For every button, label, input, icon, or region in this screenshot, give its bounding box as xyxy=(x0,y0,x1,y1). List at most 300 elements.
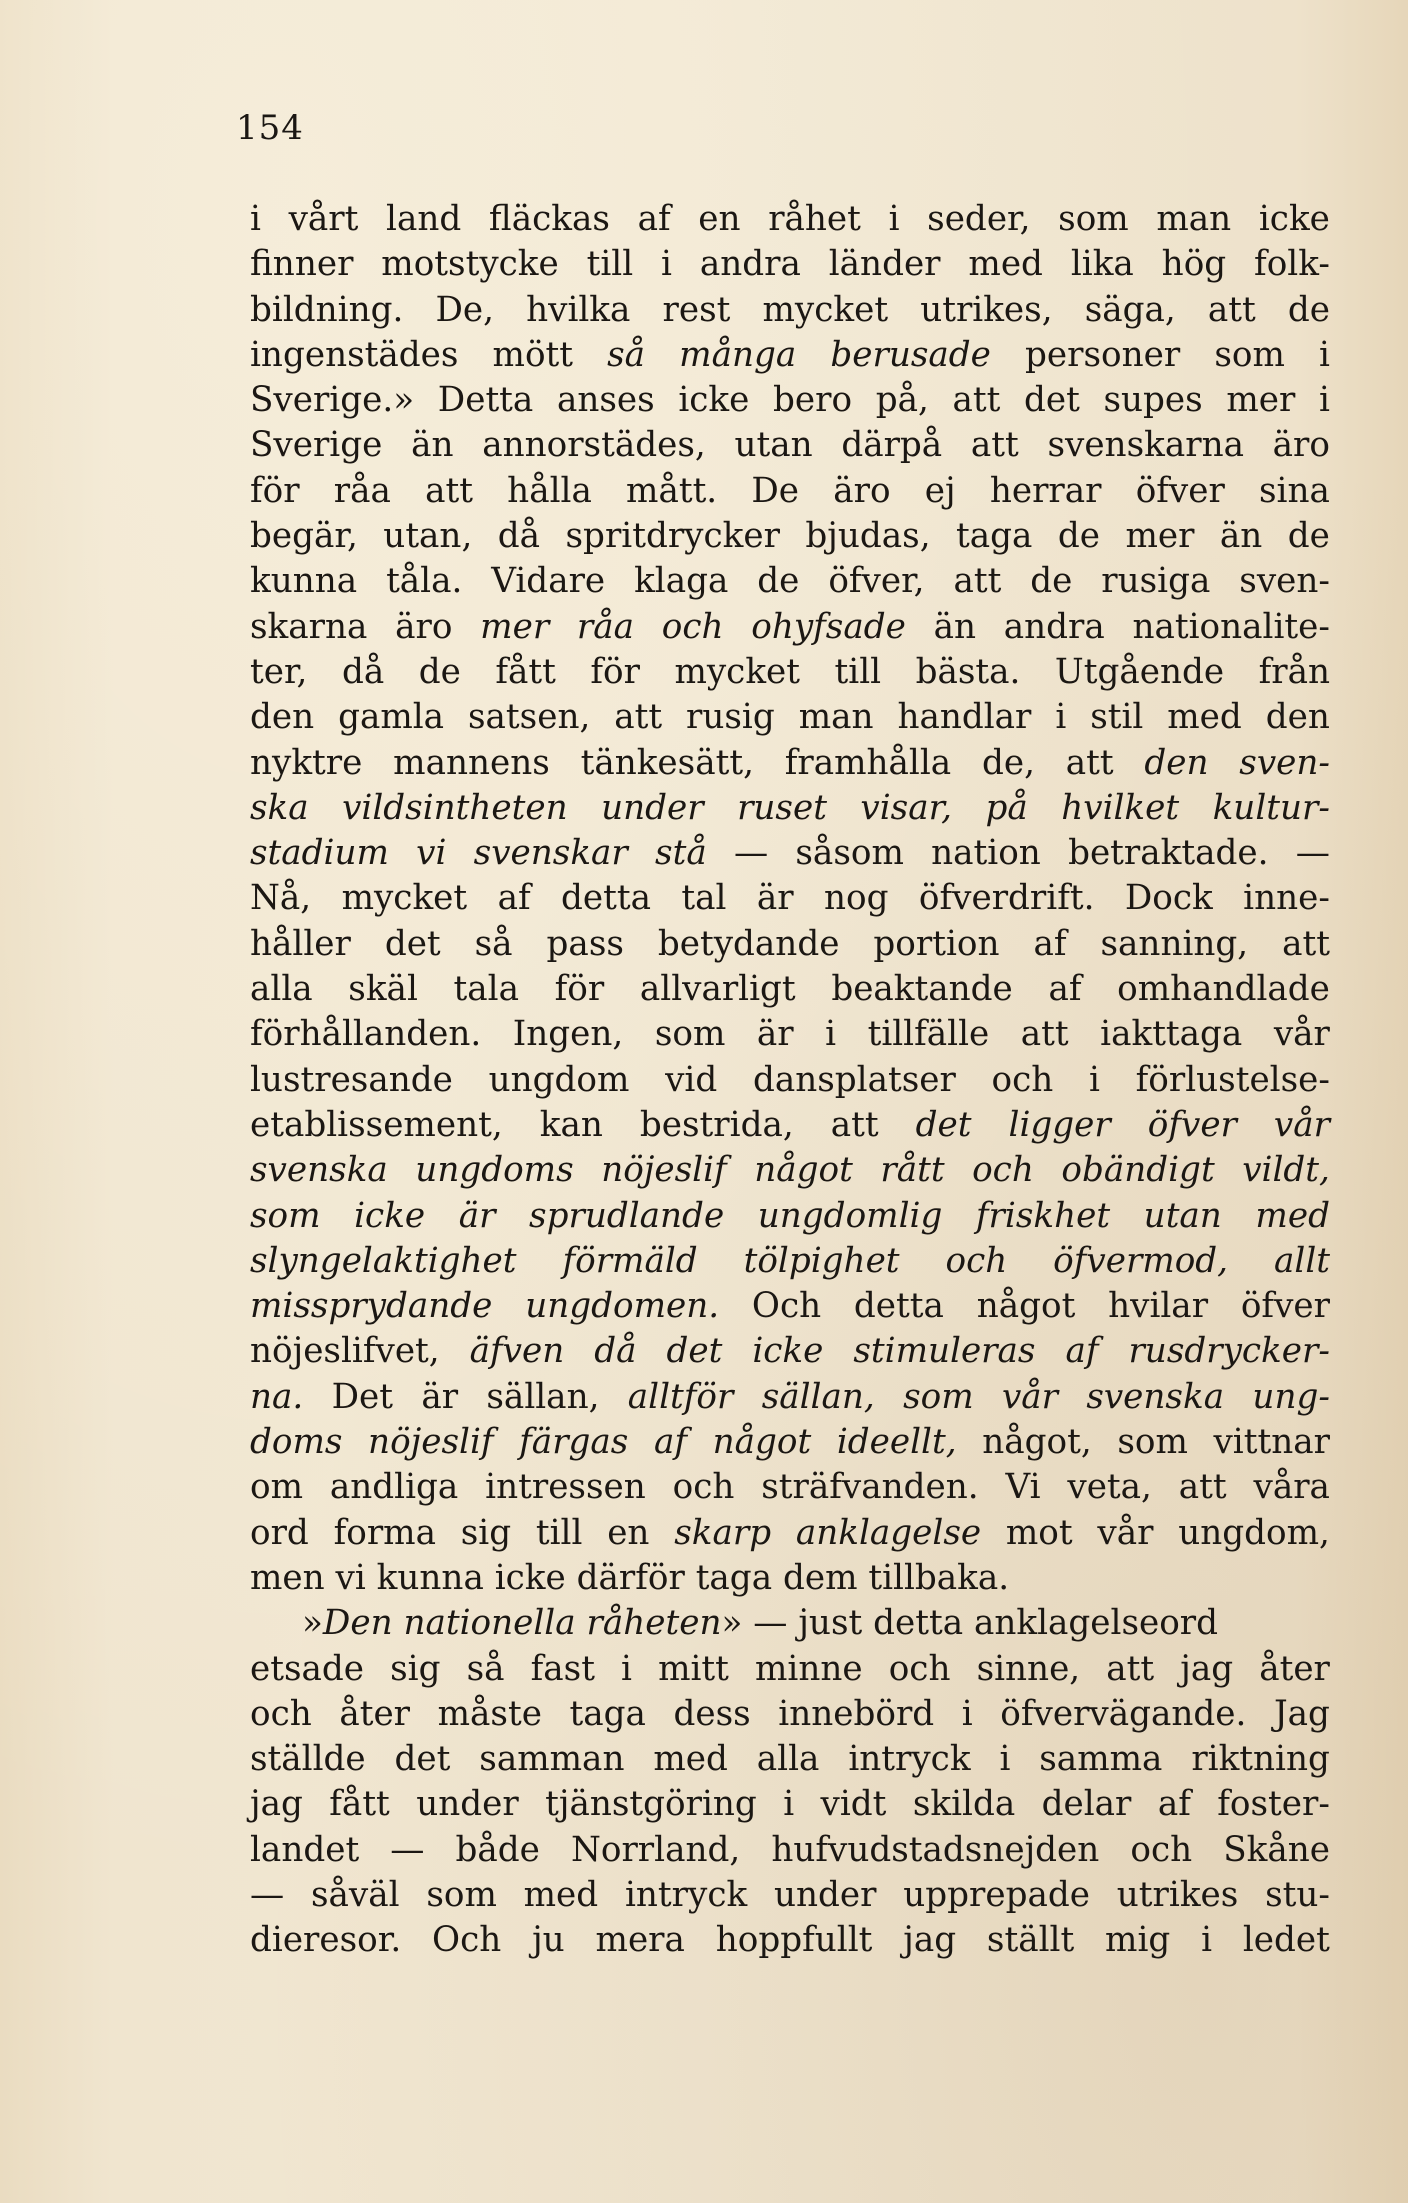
text: sträfvanden. xyxy=(761,1467,979,1508)
word xyxy=(342,876,468,921)
text: taga xyxy=(569,1693,646,1734)
word xyxy=(426,1873,497,1918)
word xyxy=(952,378,1000,423)
word xyxy=(1220,514,1262,559)
text: pass xyxy=(546,923,624,964)
word xyxy=(1156,197,1231,242)
word xyxy=(250,1058,453,1103)
word xyxy=(713,1420,812,1465)
text: i xyxy=(1055,697,1067,738)
word xyxy=(778,1692,934,1737)
text-line xyxy=(250,1284,1330,1329)
text: utrikes, xyxy=(920,289,1053,330)
word xyxy=(524,1873,599,1918)
word xyxy=(577,605,634,650)
word xyxy=(992,1058,1054,1103)
word xyxy=(607,333,645,378)
text-line xyxy=(250,1058,1330,1103)
word xyxy=(486,1375,599,1420)
text: ungdom, xyxy=(1178,1512,1330,1553)
text: äro xyxy=(1272,425,1330,466)
word xyxy=(250,876,311,921)
word xyxy=(757,876,794,921)
word xyxy=(250,242,353,287)
italic-text: vildsintheten xyxy=(342,787,568,828)
text: Det xyxy=(331,1376,393,1417)
text: folk- xyxy=(1254,244,1330,285)
word xyxy=(1108,1284,1208,1329)
word xyxy=(673,1465,735,1510)
text: något xyxy=(976,1286,1076,1327)
word xyxy=(696,1556,783,1601)
word xyxy=(1021,1012,1069,1057)
word xyxy=(489,197,610,242)
word xyxy=(625,1873,747,1918)
word xyxy=(250,695,314,740)
text: De xyxy=(751,470,800,511)
word xyxy=(393,741,550,786)
word xyxy=(1125,514,1194,559)
word xyxy=(638,197,671,242)
text-line xyxy=(250,288,1330,333)
text: Och xyxy=(432,1920,502,1961)
text: hufvudstadsnejden xyxy=(771,1829,1100,1870)
text: att xyxy=(1207,289,1256,330)
word xyxy=(971,423,1019,468)
text: dem xyxy=(782,1557,858,1598)
text: andra xyxy=(1003,606,1105,647)
word xyxy=(734,423,812,468)
text: att xyxy=(1020,1014,1069,1055)
word xyxy=(716,1918,873,1963)
word xyxy=(953,559,1001,604)
text: för xyxy=(590,651,640,692)
text: vårt xyxy=(288,199,359,239)
word xyxy=(557,378,655,423)
word xyxy=(829,242,941,287)
text: nationalite- xyxy=(1132,606,1330,647)
word xyxy=(289,197,359,242)
text: De, xyxy=(435,289,494,330)
text: bero xyxy=(773,380,853,421)
word xyxy=(250,1375,303,1420)
word xyxy=(848,1737,970,1782)
word xyxy=(339,1692,410,1737)
text: bjudas, xyxy=(805,516,931,557)
word xyxy=(1265,1873,1330,1918)
word xyxy=(755,1647,863,1692)
text: som xyxy=(654,1014,726,1055)
italic-text: det xyxy=(915,1104,972,1145)
text: att xyxy=(1282,923,1330,964)
text: mycket xyxy=(674,651,801,692)
word xyxy=(454,967,519,1012)
text: förhållanden. xyxy=(250,1014,482,1055)
text: intryck xyxy=(624,1874,748,1915)
word xyxy=(1144,741,1208,786)
text: beaktande xyxy=(831,969,1013,1010)
text: tillbaka. xyxy=(868,1557,1010,1598)
text: som xyxy=(1058,199,1129,239)
text: — xyxy=(390,1829,425,1870)
word xyxy=(1239,559,1330,604)
page-number: 154 xyxy=(236,108,304,148)
italic-text: visar, xyxy=(860,787,953,828)
word xyxy=(982,1420,1091,1465)
italic-text: färgas xyxy=(519,1422,629,1463)
word xyxy=(566,514,780,559)
text: öfvervägande. xyxy=(1000,1693,1247,1734)
word xyxy=(555,967,605,1012)
text: och xyxy=(250,1693,312,1734)
word xyxy=(763,288,889,333)
word xyxy=(835,650,882,695)
text: hvilka xyxy=(526,289,631,330)
italic-text: kultur- xyxy=(1212,787,1330,828)
word xyxy=(1243,876,1330,921)
text-line xyxy=(250,922,1330,967)
text: stil xyxy=(1090,697,1144,738)
italic-text: hvilket xyxy=(1061,787,1180,828)
text: landet xyxy=(250,1829,360,1870)
text: ungdom xyxy=(488,1059,630,1100)
text: begär, xyxy=(250,516,358,557)
word xyxy=(383,514,472,559)
word xyxy=(250,1239,517,1284)
word xyxy=(250,1103,503,1148)
text-line xyxy=(250,1375,1330,1420)
text: veta, xyxy=(1067,1467,1152,1508)
text: tåla. xyxy=(386,561,463,602)
word xyxy=(805,514,930,559)
word xyxy=(250,1420,342,1465)
text: spritdrycker xyxy=(565,516,780,557)
text: med xyxy=(1167,697,1242,738)
italic-text: tölpighet xyxy=(743,1240,900,1281)
text: man xyxy=(798,697,874,738)
word xyxy=(1136,469,1225,514)
italic-text: råa xyxy=(576,606,635,647)
word xyxy=(1090,695,1143,740)
word xyxy=(841,423,942,468)
word xyxy=(753,1601,798,1646)
text: såväl xyxy=(310,1874,400,1915)
word xyxy=(1125,876,1213,921)
word xyxy=(854,1284,944,1329)
word xyxy=(601,1148,727,1193)
text-line xyxy=(250,1873,1330,1918)
word xyxy=(986,786,1028,831)
text: vidt xyxy=(820,1784,887,1825)
word xyxy=(700,242,801,287)
text: inne- xyxy=(1243,878,1330,919)
word xyxy=(545,1782,757,1827)
text: att xyxy=(425,470,473,511)
word xyxy=(751,605,906,650)
word xyxy=(1144,1194,1222,1239)
word xyxy=(916,1103,972,1148)
text-line xyxy=(250,378,1330,423)
text: med xyxy=(523,1874,599,1915)
italic-text: svenska xyxy=(1086,1376,1225,1417)
word xyxy=(495,650,556,695)
text: vittnar xyxy=(1213,1422,1330,1463)
text-line xyxy=(250,1737,1330,1782)
text: ter, xyxy=(250,651,308,692)
word xyxy=(653,1737,728,1782)
italic-text: och xyxy=(945,1240,1008,1281)
italic-text: stå xyxy=(655,833,707,874)
italic-text: utan xyxy=(1143,1195,1222,1236)
word xyxy=(920,288,1052,333)
body-text xyxy=(250,197,1330,1964)
text: från xyxy=(1258,651,1330,692)
text: af xyxy=(1033,923,1067,964)
text: andra xyxy=(699,244,801,285)
text: jag xyxy=(1180,1648,1234,1689)
word xyxy=(1101,922,1249,967)
word xyxy=(1223,1828,1330,1873)
italic-text: svenskar xyxy=(473,833,628,874)
word xyxy=(250,1148,388,1193)
text: Vi xyxy=(1005,1467,1041,1508)
italic-text: icke xyxy=(752,1331,824,1372)
word xyxy=(395,1737,451,1782)
text: såsom xyxy=(795,833,904,874)
italic-text: doms xyxy=(250,1422,343,1463)
word xyxy=(338,695,444,740)
word xyxy=(1259,1647,1330,1692)
text: samma xyxy=(1039,1739,1163,1780)
italic-text: na. xyxy=(250,1376,304,1417)
word xyxy=(250,423,382,468)
word xyxy=(1167,695,1242,740)
text: utan xyxy=(734,425,813,466)
word xyxy=(587,1601,754,1646)
word xyxy=(250,1647,364,1692)
text: kan xyxy=(539,1104,603,1145)
word xyxy=(519,1420,628,1465)
word xyxy=(485,1465,646,1510)
text-line xyxy=(250,1239,1330,1284)
word xyxy=(752,1284,821,1329)
word xyxy=(1191,1737,1330,1782)
word xyxy=(931,831,1041,876)
word xyxy=(250,197,261,242)
word xyxy=(1136,1058,1330,1103)
word xyxy=(250,559,357,604)
word xyxy=(1178,1511,1330,1556)
word xyxy=(674,650,800,695)
italic-text: stadium xyxy=(250,833,389,874)
word xyxy=(831,967,1012,1012)
text: nöjeslifvet, xyxy=(250,1331,440,1372)
word xyxy=(658,922,840,967)
text-line xyxy=(250,333,1330,378)
word xyxy=(831,1103,879,1148)
text: tillfälle xyxy=(867,1014,990,1055)
text: det xyxy=(384,923,441,964)
word xyxy=(1025,333,1180,378)
text: Dock xyxy=(1124,878,1213,919)
text: ställde xyxy=(250,1739,366,1780)
text-line xyxy=(250,741,1330,786)
text: detta xyxy=(853,1286,944,1327)
text-line xyxy=(250,605,1330,650)
word xyxy=(577,1556,696,1601)
italic-text: ungdoms xyxy=(415,1150,574,1191)
italic-text: med xyxy=(1255,1195,1330,1236)
italic-text: obändigt xyxy=(1061,1150,1215,1191)
word xyxy=(686,695,775,740)
word xyxy=(833,469,890,514)
text: som xyxy=(1117,1422,1188,1463)
word xyxy=(419,650,461,695)
word xyxy=(824,876,889,921)
text-line xyxy=(250,514,1330,559)
text: öfverdrift. xyxy=(918,878,1095,919)
word xyxy=(526,288,630,333)
text: Nå, xyxy=(250,878,312,919)
word xyxy=(250,1692,312,1737)
word xyxy=(987,1918,1074,1963)
word xyxy=(1105,1918,1170,1963)
text: hoppfullt xyxy=(715,1920,873,1961)
word xyxy=(945,1239,1007,1284)
word xyxy=(461,1511,511,1556)
word xyxy=(1085,288,1176,333)
text: i xyxy=(661,244,672,285)
text: herrar xyxy=(989,470,1102,511)
word xyxy=(1132,605,1329,650)
text-line xyxy=(250,1692,1330,1737)
text: än xyxy=(933,606,976,647)
text: mera xyxy=(595,1920,685,1961)
text: ingenstädes xyxy=(250,334,459,375)
text-line xyxy=(250,1012,1330,1057)
word xyxy=(1053,1239,1228,1284)
word xyxy=(768,197,861,242)
text: — xyxy=(250,1874,285,1915)
text: fått xyxy=(495,651,556,692)
word xyxy=(795,831,903,876)
italic-text: så xyxy=(607,334,646,375)
text: anklagelseord xyxy=(973,1603,1219,1644)
word xyxy=(311,1873,400,1918)
text: lustresande xyxy=(250,1059,453,1100)
text: personer xyxy=(1025,334,1181,375)
text: stu- xyxy=(1265,1874,1330,1915)
word xyxy=(342,786,568,831)
text: upprepade xyxy=(903,1874,1090,1915)
word xyxy=(1068,831,1268,876)
italic-text: rusdrycker- xyxy=(1128,1331,1330,1372)
text: mer xyxy=(1125,516,1195,557)
text: svenskarna xyxy=(1047,425,1244,466)
word xyxy=(562,1239,697,1284)
text-line xyxy=(250,1465,1330,1510)
word xyxy=(634,559,728,604)
text: i xyxy=(1088,1059,1100,1100)
word xyxy=(525,1284,719,1329)
text: för xyxy=(250,470,300,511)
word xyxy=(594,1329,636,1374)
italic-text: sven- xyxy=(1239,742,1330,783)
word xyxy=(532,1918,565,1963)
text: men xyxy=(250,1557,325,1598)
word xyxy=(1061,786,1179,831)
word xyxy=(482,423,706,468)
word xyxy=(758,1194,943,1239)
word xyxy=(390,1647,440,1692)
word xyxy=(470,1329,565,1374)
text: motstycke xyxy=(381,244,559,285)
text: sällan, xyxy=(486,1376,600,1417)
word xyxy=(1217,1782,1330,1827)
italic-text: många xyxy=(679,334,797,375)
text: fläckas xyxy=(488,199,610,239)
text: finner xyxy=(250,244,354,285)
text: delar xyxy=(1041,1784,1132,1825)
word xyxy=(1000,1692,1246,1737)
text: icke xyxy=(494,1557,566,1598)
word xyxy=(540,1103,603,1148)
text: man xyxy=(1156,199,1232,239)
word xyxy=(607,1511,649,1556)
word xyxy=(1288,514,1330,559)
word xyxy=(1071,242,1134,287)
word xyxy=(679,333,796,378)
word xyxy=(1259,197,1330,242)
italic-text: öfver xyxy=(1147,1104,1237,1145)
word xyxy=(744,1239,900,1284)
italic-text: något xyxy=(712,1422,812,1463)
text: rusig xyxy=(686,697,775,738)
word xyxy=(438,378,534,423)
word xyxy=(853,1329,1035,1374)
text: en xyxy=(607,1512,650,1553)
text: något, xyxy=(982,1422,1092,1463)
word xyxy=(581,741,754,786)
word xyxy=(754,1148,853,1193)
word xyxy=(1047,423,1244,468)
text: och xyxy=(888,1648,951,1689)
word xyxy=(796,1511,981,1556)
word xyxy=(1006,1511,1073,1556)
text: tjänstgöring xyxy=(545,1784,757,1825)
word xyxy=(1058,514,1100,559)
word xyxy=(903,1873,1090,1918)
word xyxy=(771,1828,1099,1873)
text: är xyxy=(756,878,794,919)
italic-text: öfvermod, xyxy=(1053,1240,1229,1281)
text: » xyxy=(302,1603,323,1644)
text: hvilar xyxy=(1108,1286,1209,1327)
word xyxy=(1002,1375,1058,1420)
text: det xyxy=(1023,380,1080,421)
text: handlar xyxy=(897,697,1032,738)
italic-text: sprudlande xyxy=(529,1195,725,1236)
text: detta xyxy=(873,1603,964,1644)
text: mött xyxy=(492,334,574,375)
text: hög xyxy=(1161,244,1227,285)
word xyxy=(1162,242,1227,287)
italic-text: af xyxy=(1065,1331,1099,1372)
text: land xyxy=(386,199,462,239)
text: utan, xyxy=(383,516,473,557)
word xyxy=(250,1556,336,1601)
text: omhandlade xyxy=(1117,969,1330,1010)
